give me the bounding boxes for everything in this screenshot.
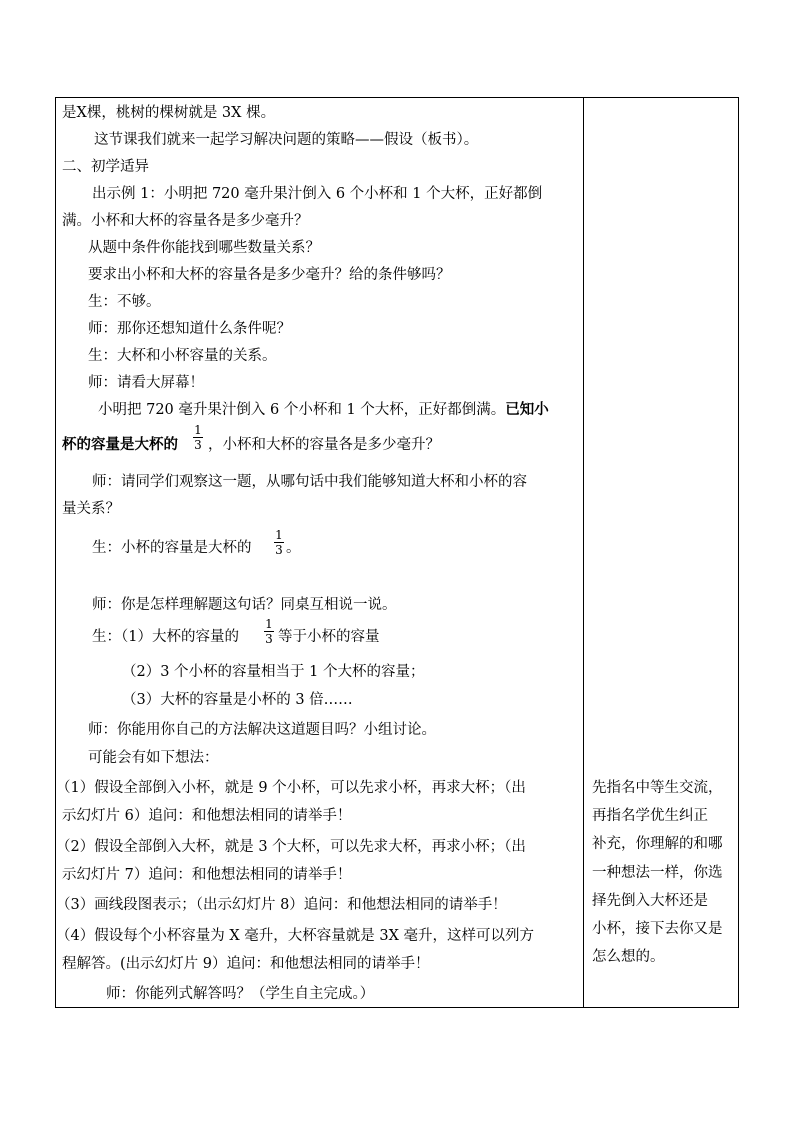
text-line: 示幻灯片 6）追问：和他想法相同的请举手！ [62,808,352,824]
text-line: 师：那你还想知道什么条件呢？ [88,321,291,337]
text-line: ，小杯和大杯的容量各是多少毫升？ [208,437,440,453]
text-line: 生：大杯和小杯容量的关系。 [88,348,277,364]
text-line: 。 [286,540,301,556]
fraction-numerator: 1 [275,528,283,542]
text-bold: 已知小 [505,401,549,418]
text-line: 是X棵，桃树的棵树就是 3X 棵。 [62,105,276,121]
lesson-table [55,97,739,1008]
text-normal: 小明把 720 毫升果汁倒入 6 个小杯和 1 个大杯，正好都倒满。 [98,402,506,418]
text-line: 生：小杯的容量是大杯的 [92,540,252,556]
text-line: 师：你是怎样理解题这句话？同桌互相说一说。 [92,597,397,613]
fraction-denominator: 3 [265,632,273,646]
fraction-denominator: 3 [194,438,202,452]
fraction-denominator: 3 [275,543,283,557]
text-line: 生：不够。 [88,294,161,310]
text-line [98,400,549,420]
fraction-one-third [274,529,284,556]
text-line: 师：你能用你自己的方法解决这道题目吗？小组讨论。 [88,722,436,738]
text-line: （2）假设全部倒入大杯，就是 3 个大杯，可以先求大杯，再求小杯；（出 [56,839,526,855]
text-line: （4）假设每个小杯容量为 X 毫升，大杯容量就是 3X 毫升，这样可以列方 [56,928,535,944]
text-line: 杯的容量是大杯的 [62,436,178,453]
text-line: 程解答。(出示幻灯片 9）追问：和他想法相同的请举手！ [62,956,430,972]
section-heading: 二、初学适异 [62,159,149,175]
note-line: 小杯，接下去你又是 [592,921,723,937]
text-line: 师：请同学们观察这一题，从哪句话中我们能够知道大杯和小杯的容 [92,474,527,490]
text-line: 要求出小杯和大杯的容量各是多少毫升？给的条件够吗？ [88,267,451,283]
note-line: 择先倒入大杯还是 [592,893,708,909]
fraction-one-third [193,424,203,451]
note-line: 一种想法一样，你选 [592,865,723,881]
text-line: 量关系？ [62,501,120,517]
fraction-numerator: 1 [194,423,202,437]
text-line: 从题中条件你能找到哪些数量关系？ [88,240,320,256]
text-line: （2）3 个小杯的容量相当于 1 个大杯的容量； [122,664,425,680]
note-line: 先指名中等生交流， [592,780,723,796]
fraction-one-third [264,618,274,645]
text-line: 示幻灯片 7）追问：和他想法相同的请举手！ [62,867,352,883]
text-line: 师：请看大屏幕！ [88,375,204,391]
fraction-numerator: 1 [265,617,273,631]
text-line: 等于小杯的容量 [278,629,380,645]
text-line: 这节课我们就来一起学习解决问题的策略——假设（板书）。 [94,132,479,148]
text-line: 师：你能列式解答吗？（学生自主完成。） [106,986,375,1002]
text-line: （3）画线段图表示；（出示幻灯片 8）追问：和他想法相同的请举手！ [56,897,507,913]
text-line: 可能会有如下想法： [88,750,219,766]
text-line: （1）假设全部倒入小杯，就是 9 个小杯，可以先求小杯，再求大杯；（出 [56,780,526,796]
text-line: 出示例 1：小明把 720 毫升果汁倒入 6 个小杯和 1 个大杯，正好都倒 [92,186,543,202]
note-line: 怎么想的。 [592,949,665,965]
text-line: 生：（1）大杯的容量的 [92,629,239,645]
note-line: 补充，你理解的和哪 [592,836,723,852]
text-line: 满。小杯和大杯的容量各是多少毫升？ [62,213,309,229]
text-line: （3）大杯的容量是小杯的 3 倍…… [122,692,353,708]
note-line: 再指名学优生纠正 [592,808,708,824]
column-divider [583,98,584,1007]
